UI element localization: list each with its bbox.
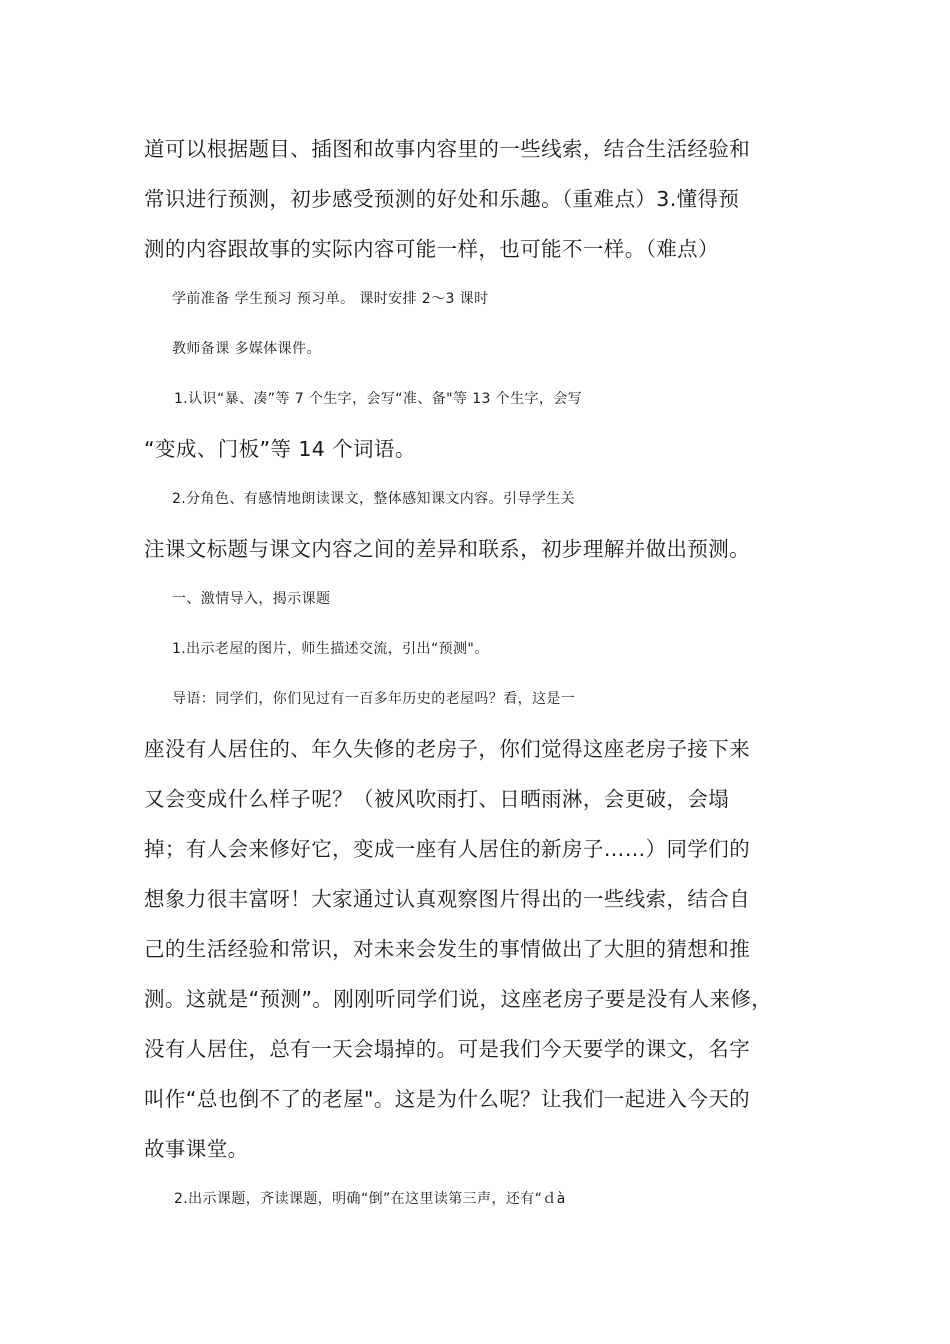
text-line: 道可以根据题目、插图和故事内容里的一些线索，结合生活经验和: [144, 137, 751, 161]
text-line: 注课文标题与课文内容之间的差异和联系，初步理解并做出预测。: [144, 537, 751, 561]
text-line: 2.出示课题，齐读课题，明确“倒”在这里读第三声，还有“ｄà: [174, 1191, 566, 1207]
text-line: 教师备课 多媒体课件。: [172, 341, 321, 357]
text-line: 故事课堂。: [144, 1137, 249, 1161]
text-line: 2.分角色、有感情地朗读课文，整体感知课文内容。引导学生关: [172, 491, 575, 507]
text-line: 测。这就是“预测”。刚刚听同学们说，这座老房子要是没有人来修，: [144, 987, 773, 1011]
text-line: 常识进行预测，初步感受预测的好处和乐趣。（重难点）3.懂得预: [144, 187, 740, 211]
text-line: 想象力很丰富呀！大家通过认真观察图片得出的一些线索，结合自: [144, 887, 751, 911]
text-line: 导语：同学们，你们见过有一百多年历史的老屋吗？看，这是一: [172, 691, 576, 707]
text-line: “变成、门板”等 14 个词语。: [144, 437, 416, 461]
text-line: 没有人居住，总有一天会塌掉的。可是我们今天要学的课文，名字: [144, 1037, 751, 1061]
text-line: 学前准备 学生预习 预习单。 课时安排 2～3 课时: [172, 291, 489, 307]
text-line: 1.出示老屋的图片，师生描述交流，引出“预测"。: [172, 641, 489, 657]
text-line: 掉；有人会来修好它，变成一座有人居住的新房子……）同学们的: [144, 837, 751, 861]
text-line: 测的内容跟故事的实际内容可能一样，也可能不一样。（难点）: [144, 237, 719, 261]
text-line: 座没有人居住的、年久失修的老房子，你们觉得这座老房子接下来: [144, 737, 751, 761]
text-line: 1.认识“暴、凑”等 7 个生字，会写“准、备"等 13 个生字，会写: [174, 391, 583, 407]
text-line: 叫作“总也倒不了的老屋"。这是为什么呢？让我们一起进入今天的: [144, 1087, 751, 1111]
text-line: 又会变成什么样子呢？（被风吹雨打、日晒雨淋，会更破，会塌: [144, 787, 730, 811]
section-heading: 一、激情导入，揭示课题: [172, 591, 331, 607]
text-line: 己的生活经验和常识，对未来会发生的事情做出了大胆的猜想和推: [144, 937, 751, 961]
